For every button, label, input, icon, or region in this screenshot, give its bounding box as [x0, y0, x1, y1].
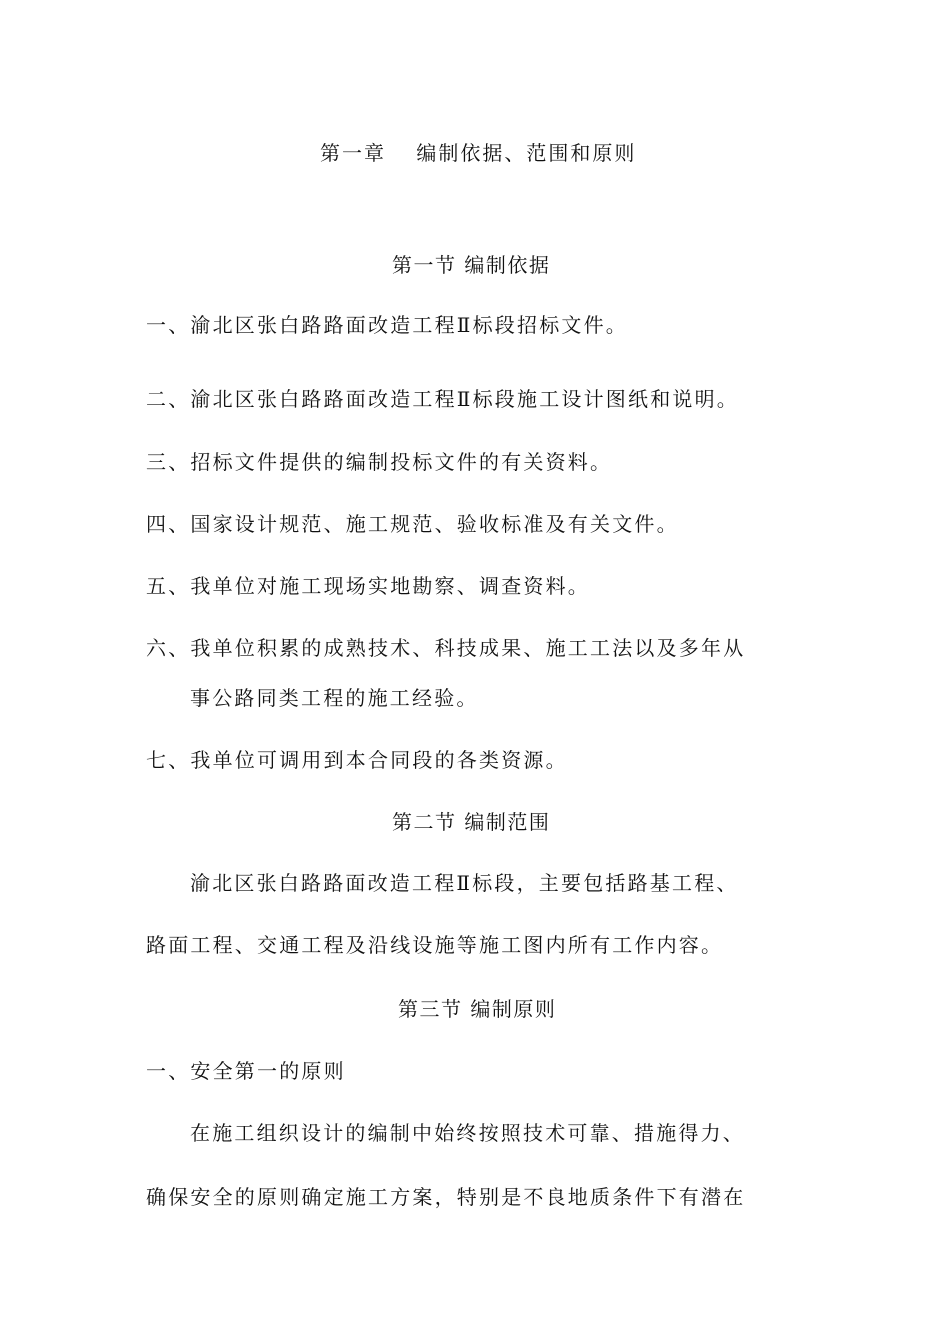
basis-item-7: 七、我单位可调用到本合同段的各类资源。 — [146, 748, 568, 772]
basis-item-2: 二、渝北区张白路路面改造工程Ⅱ标段施工设计图纸和说明。 — [146, 387, 739, 411]
section-title-scope: 第二节 编制范围 — [392, 810, 551, 834]
basis-item-6-continued: 事公路同类工程的施工经验。 — [190, 686, 479, 710]
principle-subheading-safety: 一、安全第一的原则 — [146, 1059, 346, 1083]
basis-item-6: 六、我单位积累的成熟技术、科技成果、施工工法以及多年从 — [146, 636, 746, 660]
principle-paragraph-line-2: 确保安全的原则确定施工方案，特别是不良地质条件下有潜在 — [146, 1185, 746, 1209]
basis-item-1: 一、渝北区张白路路面改造工程Ⅱ标段招标文件。 — [146, 313, 628, 337]
basis-item-4: 四、国家设计规范、施工规范、验收标准及有关文件。 — [146, 512, 679, 536]
scope-paragraph-line-2: 路面工程、交通工程及沿线设施等施工图内所有工作内容。 — [146, 933, 724, 957]
section-title-principles: 第三节 编制原则 — [398, 997, 557, 1021]
section-title-basis: 第一节 编制依据 — [392, 253, 551, 277]
principle-paragraph-line-1: 在施工组织设计的编制中始终按照技术可靠、措施得力、 — [190, 1121, 745, 1145]
basis-item-5: 五、我单位对施工现场实地勘察、调查资料。 — [146, 574, 590, 598]
basis-item-3: 三、招标文件提供的编制投标文件的有关资料。 — [146, 450, 613, 474]
chapter-title: 第一章 编制依据、范围和原则 — [320, 141, 637, 165]
scope-paragraph-line-1: 渝北区张白路路面改造工程Ⅱ标段，主要包括路基工程、 — [190, 871, 739, 895]
